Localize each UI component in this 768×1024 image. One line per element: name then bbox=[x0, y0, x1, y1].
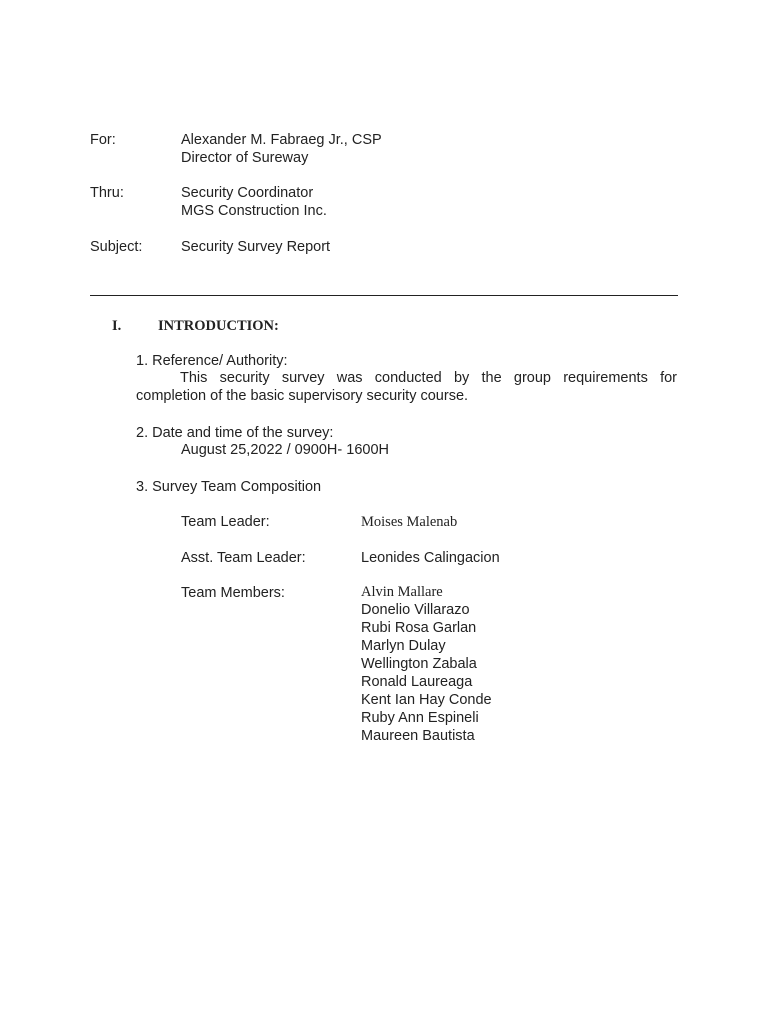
subject-value: Security Survey Report bbox=[181, 239, 331, 255]
header-divider bbox=[90, 295, 678, 296]
thru-org: MGS Construction Inc. bbox=[181, 203, 327, 219]
thru-name: Security Coordinator bbox=[181, 185, 314, 201]
team-leader-label: Team Leader: bbox=[181, 514, 270, 530]
thru-label: Thru: bbox=[90, 185, 124, 201]
team-member: Alvin Mallare bbox=[361, 584, 443, 600]
section-numeral: I. bbox=[112, 318, 122, 334]
team-member: Rubi Rosa Garlan bbox=[361, 620, 477, 636]
date-heading: 2. Date and time of the survey: bbox=[136, 425, 334, 441]
reference-paragraph: This security survey was conducted by the group requirements for completion of the basic supervisory security course. bbox=[136, 370, 677, 404]
team-heading: 3. Survey Team Composition bbox=[136, 479, 322, 495]
team-member: Ronald Laureaga bbox=[361, 674, 473, 690]
for-title: Director of Sureway bbox=[181, 150, 309, 166]
team-member: Donelio Villarazo bbox=[361, 602, 470, 618]
asst-team-leader-name: Leonides Calingacion bbox=[361, 550, 500, 566]
team-member: Ruby Ann Espineli bbox=[361, 710, 479, 726]
team-member: Marlyn Dulay bbox=[361, 638, 446, 654]
for-name: Alexander M. Fabraeg Jr., CSP bbox=[181, 132, 382, 148]
section-heading: INTRODUCTION: bbox=[158, 318, 279, 334]
subject-label: Subject: bbox=[90, 239, 143, 255]
team-members-label: Team Members: bbox=[181, 585, 285, 601]
date-value: August 25,2022 / 0900H- 1600H bbox=[181, 442, 389, 458]
team-members-list bbox=[361, 583, 492, 745]
team-leader-name: Moises Malenab bbox=[361, 514, 458, 530]
team-member: Kent Ian Hay Conde bbox=[361, 692, 492, 708]
team-member: Maureen Bautista bbox=[361, 728, 475, 744]
team-member: Wellington Zabala bbox=[361, 656, 477, 672]
reference-heading: 1. Reference/ Authority: bbox=[136, 353, 288, 369]
for-label: For: bbox=[90, 132, 116, 148]
asst-team-leader-label: Asst. Team Leader: bbox=[181, 550, 306, 566]
